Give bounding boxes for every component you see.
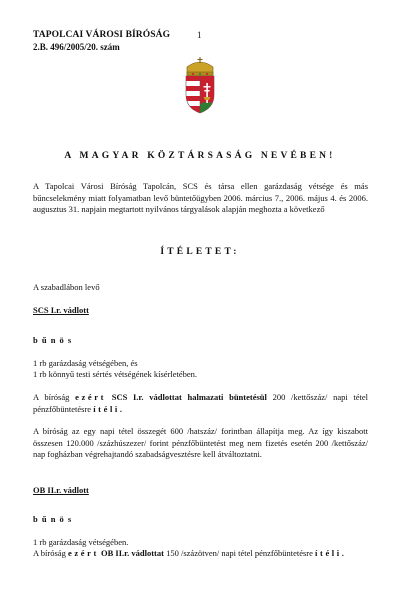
free-defendant-label: A szabadlábon levő [33, 282, 100, 292]
coat-of-arms-icon [178, 55, 222, 115]
defendant2-sentence [33, 548, 368, 560]
case-number: 2.B. 496/2005/20. szám [33, 42, 120, 52]
sentence-iteli: ítéli. [93, 403, 125, 414]
defendant2-name: OB II.r. vádlott [33, 485, 89, 495]
defendant1-sentence [33, 392, 368, 415]
verdict-heading: ÍTÉLETET: [160, 247, 240, 257]
page-number: 1 [197, 30, 202, 40]
defendant1-offense1: 1 rb garázdaság vétségében, és [33, 358, 138, 368]
shield-icon [186, 76, 214, 114]
sentence-ezert: ezért [75, 392, 107, 402]
sentence-ezert: ezért [67, 548, 99, 558]
crown-icon [187, 57, 213, 76]
sentence-post: 150 /százötven/ napi tétel pénzfőbüntetésre [166, 548, 313, 558]
document-title: A MAGYAR KÖZTÁRSASÁG NEVÉBEN! [64, 151, 336, 161]
sentence-pre: A bíróság [33, 392, 70, 402]
defendant1-offense2: 1 rb könnyű testi sértés vétségének kísérletében. [33, 369, 198, 379]
sentence-pre: A bíróság [33, 548, 66, 558]
sentence-bold: OB II.r. vádlottat [101, 548, 164, 558]
sentence-iteli: ítéli. [315, 548, 347, 558]
sentence-bold: SCS I.r. vádlottat halmazati büntetésül [111, 392, 267, 402]
defendant1-name: SCS I.r. vádlott [33, 305, 89, 315]
court-name: TAPOLCAI VÁROSI BÍRÓSÁG [33, 30, 171, 40]
defendant1-guilty: b ű n ö s [33, 335, 73, 345]
defendant2-guilty: b ű n ö s [33, 514, 73, 524]
defendant1-fine-paragraph: A bíróság az egy napi tétel összegét 600 /hatszáz/ forintban állapítja meg. Az így kiszabott összesen 120.000 /százhúszezer/ forint pénzfőbüntetést meg nem fizetés esetén 200 /kettőszáz/ nap fogházban végrehajtandó szabadságvesztésre kell átváltoztatni. [33, 426, 368, 459]
defendant2-offense1: 1 rb garázdaság vétségében. [33, 537, 129, 547]
intro-paragraph: A Tapolcai Városi Bíróság Tapolcán, SCS és társa ellen garázdaság vétsége és más bűncselekmény miatt folyamatban levő büntetőügyben 2006. március 7., 2006. május 4. és 2006. augusztus 31. napjain megtartott nyilvános tárgyalások alapján meghozta a következő [33, 181, 368, 214]
sentence-post: 200 /kettőszáz/ napi tétel pénzfőbüntetésre [33, 392, 369, 414]
